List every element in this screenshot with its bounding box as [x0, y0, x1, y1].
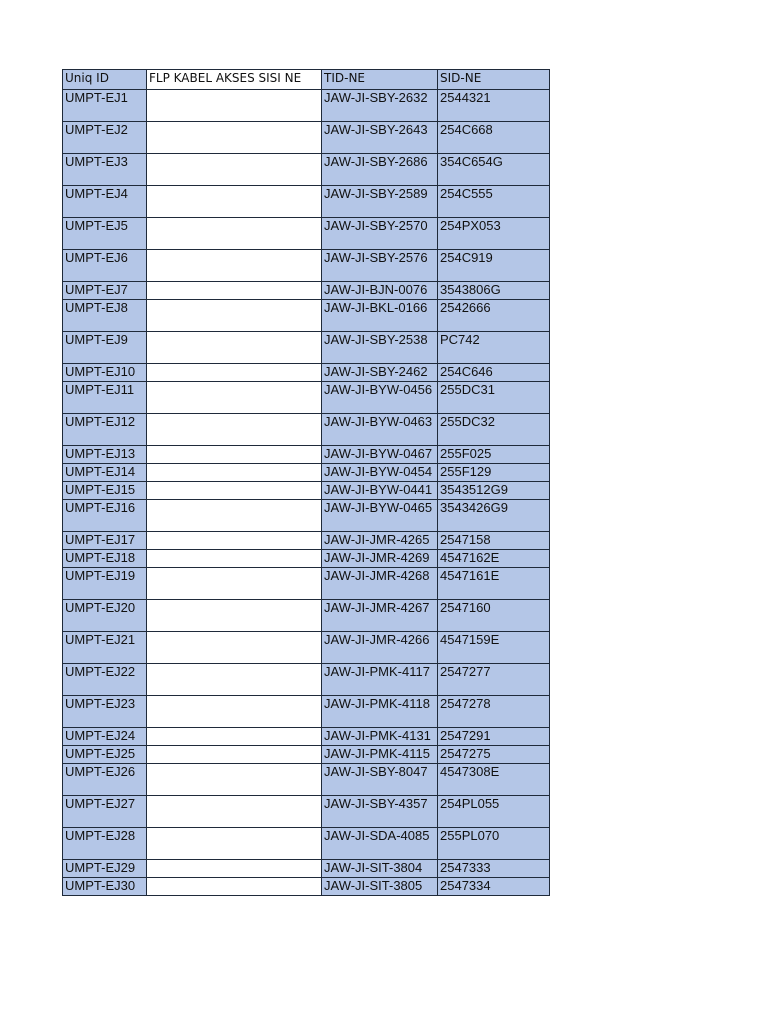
cell-tid-ne[interactable]: JAW-JI-JMR-4267 — [322, 600, 438, 632]
cell-sid-ne[interactable]: 2547333 — [438, 860, 550, 878]
cell-tid-ne[interactable]: JAW-JI-PMK-4117 — [322, 664, 438, 696]
cell-uniq-id[interactable]: UMPT-EJ12 — [63, 414, 147, 446]
cell-flp-kabel-akses[interactable] — [147, 218, 322, 250]
cell-sid-ne[interactable]: 4547161E — [438, 568, 550, 600]
table-row — [63, 364, 550, 382]
cell-sid-ne[interactable]: 255F025 — [438, 446, 550, 464]
cell-uniq-id[interactable]: UMPT-EJ9 — [63, 332, 147, 364]
cell-flp-kabel-akses[interactable] — [147, 364, 322, 382]
cell-sid-ne[interactable]: 2544321 — [438, 90, 550, 122]
cell-sid-ne[interactable]: 255PL070 — [438, 828, 550, 860]
cell-tid-ne[interactable]: JAW-JI-SBY-2686 — [322, 154, 438, 186]
cell-uniq-id[interactable]: UMPT-EJ8 — [63, 300, 147, 332]
cell-flp-kabel-akses[interactable] — [147, 696, 322, 728]
cell-sid-ne[interactable]: 4547308E — [438, 764, 550, 796]
cell-tid-ne[interactable]: JAW-JI-BYW-0465 — [322, 500, 438, 532]
cell-tid-ne[interactable]: JAW-JI-BYW-0454 — [322, 464, 438, 482]
cell-sid-ne[interactable]: 3543426G9 — [438, 500, 550, 532]
cell-tid-ne[interactable]: JAW-JI-SBY-2576 — [322, 250, 438, 282]
cell-uniq-id[interactable]: UMPT-EJ2 — [63, 122, 147, 154]
table-row — [63, 332, 550, 364]
table-row — [63, 696, 550, 728]
cell-sid-ne[interactable]: 255DC31 — [438, 382, 550, 414]
cell-sid-ne[interactable]: 354C654G — [438, 154, 550, 186]
cell-tid-ne[interactable]: JAW-JI-SBY-2632 — [322, 90, 438, 122]
cell-uniq-id[interactable]: UMPT-EJ16 — [63, 500, 147, 532]
cell-uniq-id[interactable]: UMPT-EJ23 — [63, 696, 147, 728]
cell-flp-kabel-akses[interactable] — [147, 764, 322, 796]
table-row — [63, 282, 550, 300]
cell-tid-ne[interactable]: JAW-JI-SDA-4085 — [322, 828, 438, 860]
cell-uniq-id[interactable]: UMPT-EJ7 — [63, 282, 147, 300]
cell-uniq-id[interactable]: UMPT-EJ14 — [63, 464, 147, 482]
cell-sid-ne[interactable]: 255DC32 — [438, 414, 550, 446]
table-row — [63, 728, 550, 746]
cell-flp-kabel-akses[interactable] — [147, 414, 322, 446]
cell-uniq-id[interactable]: UMPT-EJ15 — [63, 482, 147, 500]
cell-sid-ne[interactable]: 254C555 — [438, 186, 550, 218]
cell-uniq-id[interactable]: UMPT-EJ29 — [63, 860, 147, 878]
cell-sid-ne[interactable]: 2547160 — [438, 600, 550, 632]
cell-flp-kabel-akses[interactable] — [147, 860, 322, 878]
cell-uniq-id[interactable]: UMPT-EJ22 — [63, 664, 147, 696]
cell-sid-ne[interactable]: 254PL055 — [438, 796, 550, 828]
table-row — [63, 482, 550, 500]
cell-uniq-id[interactable]: UMPT-EJ17 — [63, 532, 147, 550]
cell-uniq-id[interactable]: UMPT-EJ27 — [63, 796, 147, 828]
cell-flp-kabel-akses[interactable] — [147, 300, 322, 332]
cell-sid-ne[interactable]: 2547158 — [438, 532, 550, 550]
cell-sid-ne[interactable]: 2547277 — [438, 664, 550, 696]
cell-tid-ne[interactable]: JAW-JI-PMK-4118 — [322, 696, 438, 728]
cell-tid-ne[interactable]: JAW-JI-BYW-0467 — [322, 446, 438, 464]
cell-uniq-id[interactable]: UMPT-EJ13 — [63, 446, 147, 464]
cell-flp-kabel-akses[interactable] — [147, 568, 322, 600]
cell-uniq-id[interactable]: UMPT-EJ30 — [63, 878, 147, 896]
cell-tid-ne[interactable]: JAW-JI-PMK-4115 — [322, 746, 438, 764]
data-table — [62, 69, 550, 896]
table-row — [63, 464, 550, 482]
table-row — [63, 90, 550, 122]
cell-flp-kabel-akses[interactable] — [147, 664, 322, 696]
cell-tid-ne[interactable]: JAW-JI-BYW-0456 — [322, 382, 438, 414]
header-tid-ne[interactable]: TID-NE — [322, 70, 438, 90]
cell-sid-ne[interactable]: 4547159E — [438, 632, 550, 664]
cell-flp-kabel-akses[interactable] — [147, 828, 322, 860]
table-row — [63, 632, 550, 664]
cell-uniq-id[interactable]: UMPT-EJ21 — [63, 632, 147, 664]
cell-tid-ne[interactable]: JAW-JI-JMR-4265 — [322, 532, 438, 550]
cell-flp-kabel-akses[interactable] — [147, 728, 322, 746]
cell-tid-ne[interactable]: JAW-JI-SBY-2462 — [322, 364, 438, 382]
header-sid-ne[interactable]: SID-NE — [438, 70, 550, 90]
cell-tid-ne[interactable]: JAW-JI-SBY-2570 — [322, 218, 438, 250]
header-uniq-id[interactable]: Uniq ID — [63, 70, 147, 90]
cell-uniq-id[interactable]: UMPT-EJ11 — [63, 382, 147, 414]
cell-flp-kabel-akses[interactable] — [147, 464, 322, 482]
cell-flp-kabel-akses[interactable] — [147, 746, 322, 764]
cell-tid-ne[interactable]: JAW-JI-SIT-3805 — [322, 878, 438, 896]
cell-sid-ne[interactable]: 2547334 — [438, 878, 550, 896]
cell-flp-kabel-akses[interactable] — [147, 532, 322, 550]
cell-sid-ne[interactable]: 254C646 — [438, 364, 550, 382]
cell-sid-ne[interactable]: 3543512G9 — [438, 482, 550, 500]
table-row — [63, 796, 550, 828]
cell-sid-ne[interactable]: 254PX053 — [438, 218, 550, 250]
table-row — [63, 446, 550, 464]
cell-uniq-id[interactable]: UMPT-EJ26 — [63, 764, 147, 796]
cell-uniq-id[interactable]: UMPT-EJ24 — [63, 728, 147, 746]
cell-flp-kabel-akses[interactable] — [147, 500, 322, 532]
cell-sid-ne[interactable]: 4547162E — [438, 550, 550, 568]
cell-tid-ne[interactable]: JAW-JI-BKL-0166 — [322, 300, 438, 332]
table-row — [63, 600, 550, 632]
cell-uniq-id[interactable]: UMPT-EJ28 — [63, 828, 147, 860]
table-row — [63, 186, 550, 218]
cell-uniq-id[interactable]: UMPT-EJ1 — [63, 90, 147, 122]
cell-uniq-id[interactable]: UMPT-EJ18 — [63, 550, 147, 568]
cell-flp-kabel-akses[interactable] — [147, 878, 322, 896]
cell-tid-ne[interactable]: JAW-JI-JMR-4266 — [322, 632, 438, 664]
cell-sid-ne[interactable]: PC742 — [438, 332, 550, 364]
cell-tid-ne[interactable]: JAW-JI-SBY-2538 — [322, 332, 438, 364]
cell-flp-kabel-akses[interactable] — [147, 482, 322, 500]
cell-flp-kabel-akses[interactable] — [147, 382, 322, 414]
header-row — [63, 70, 550, 90]
cell-flp-kabel-akses[interactable] — [147, 154, 322, 186]
table-row — [63, 828, 550, 860]
cell-tid-ne[interactable]: JAW-JI-SBY-2643 — [322, 122, 438, 154]
cell-sid-ne[interactable]: 2547291 — [438, 728, 550, 746]
cell-tid-ne[interactable]: JAW-JI-BJN-0076 — [322, 282, 438, 300]
cell-flp-kabel-akses[interactable] — [147, 632, 322, 664]
cell-tid-ne[interactable]: JAW-JI-JMR-4269 — [322, 550, 438, 568]
table-row — [63, 122, 550, 154]
cell-flp-kabel-akses[interactable] — [147, 600, 322, 632]
cell-uniq-id[interactable]: UMPT-EJ4 — [63, 186, 147, 218]
table-row — [63, 218, 550, 250]
table-row — [63, 532, 550, 550]
cell-flp-kabel-akses[interactable] — [147, 90, 322, 122]
table-row — [63, 878, 550, 896]
cell-sid-ne[interactable]: 2547275 — [438, 746, 550, 764]
cell-uniq-id[interactable]: UMPT-EJ25 — [63, 746, 147, 764]
table-row — [63, 250, 550, 282]
cell-tid-ne[interactable]: JAW-JI-SBY-4357 — [322, 796, 438, 828]
cell-sid-ne[interactable]: 3543806G — [438, 282, 550, 300]
cell-sid-ne[interactable]: 254C919 — [438, 250, 550, 282]
cell-uniq-id[interactable]: UMPT-EJ3 — [63, 154, 147, 186]
cell-tid-ne[interactable]: JAW-JI-BYW-0441 — [322, 482, 438, 500]
cell-flp-kabel-akses[interactable] — [147, 186, 322, 218]
table-row — [63, 568, 550, 600]
cell-flp-kabel-akses[interactable] — [147, 332, 322, 364]
table-body — [63, 90, 550, 896]
table-row — [63, 746, 550, 764]
cell-flp-kabel-akses[interactable] — [147, 550, 322, 568]
cell-flp-kabel-akses[interactable] — [147, 122, 322, 154]
table-row — [63, 550, 550, 568]
cell-flp-kabel-akses[interactable] — [147, 796, 322, 828]
cell-sid-ne[interactable]: 254C668 — [438, 122, 550, 154]
cell-sid-ne[interactable]: 255F129 — [438, 464, 550, 482]
cell-flp-kabel-akses[interactable] — [147, 446, 322, 464]
cell-tid-ne[interactable]: JAW-JI-SIT-3804 — [322, 860, 438, 878]
cell-flp-kabel-akses[interactable] — [147, 282, 322, 300]
cell-uniq-id[interactable]: UMPT-EJ10 — [63, 364, 147, 382]
table-row — [63, 414, 550, 446]
table-row — [63, 860, 550, 878]
cell-sid-ne[interactable]: 2542666 — [438, 300, 550, 332]
table-row — [63, 154, 550, 186]
cell-flp-kabel-akses[interactable] — [147, 250, 322, 282]
header-flp-kabel-akses[interactable]: FLP KABEL AKSES SISI NE — [147, 70, 322, 90]
table-row — [63, 764, 550, 796]
cell-tid-ne[interactable]: JAW-JI-SBY-2589 — [322, 186, 438, 218]
cell-uniq-id[interactable]: UMPT-EJ19 — [63, 568, 147, 600]
table-row — [63, 300, 550, 332]
cell-tid-ne[interactable]: JAW-JI-PMK-4131 — [322, 728, 438, 746]
cell-sid-ne[interactable]: 2547278 — [438, 696, 550, 728]
cell-uniq-id[interactable]: UMPT-EJ5 — [63, 218, 147, 250]
cell-tid-ne[interactable]: JAW-JI-SBY-8047 — [322, 764, 438, 796]
table-row — [63, 500, 550, 532]
table-row — [63, 382, 550, 414]
cell-tid-ne[interactable]: JAW-JI-JMR-4268 — [322, 568, 438, 600]
table-row — [63, 664, 550, 696]
cell-tid-ne[interactable]: JAW-JI-BYW-0463 — [322, 414, 438, 446]
cell-uniq-id[interactable]: UMPT-EJ20 — [63, 600, 147, 632]
cell-uniq-id[interactable]: UMPT-EJ6 — [63, 250, 147, 282]
